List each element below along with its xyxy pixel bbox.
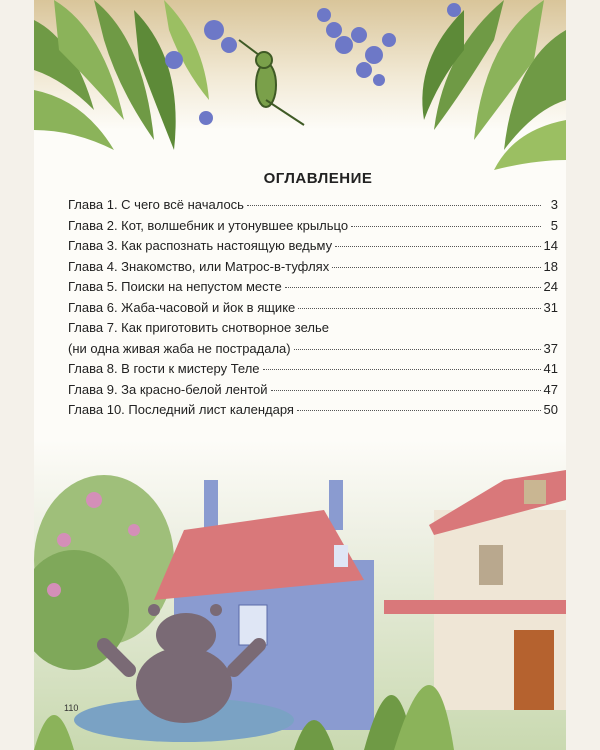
toc-entry[interactable] <box>68 318 558 339</box>
toc-entry-title: Глава 5. Поиски на непустом месте <box>68 279 282 294</box>
toc-leader-dots <box>297 410 541 411</box>
toc-entry-title: Глава 4. Знакомство, или Матрос-в-туфлях <box>68 258 330 274</box>
toc-entry-page: 47 <box>543 381 558 397</box>
toc-entry-title: Глава 7. Как приготовить снотворное зелье <box>68 320 330 335</box>
toc-entry-title: Глава 6. Жаба-часовой и йок в ящике <box>68 299 296 315</box>
toc-entry[interactable] <box>68 400 558 421</box>
toc-entry-page: 24 <box>543 279 558 294</box>
toc-entry-page: 37 <box>543 340 558 356</box>
toc-entry-title: (ни одна живая жаба не пострадала) <box>68 340 291 356</box>
toc-entry-title: Глава 9. За красно-белой лентой <box>68 381 268 397</box>
toc-entry-title: Глава 10. Последний лист календаря <box>68 402 294 417</box>
table-of-contents <box>68 170 558 421</box>
page-number: 110 <box>64 703 79 713</box>
toc-leader-dots <box>285 287 541 288</box>
toc-leader-dots <box>271 390 541 391</box>
toc-entry-title: Глава 2. Кот, волшебник и утонувшее крыльцо <box>68 217 349 233</box>
toc-entry[interactable] <box>68 216 558 237</box>
toc-entry-page: 3 <box>550 197 558 212</box>
toc-leader-dots <box>332 267 540 268</box>
toc-entry-title: Глава 3. Как распознать настоящую ведьму <box>68 238 333 253</box>
toc-entry[interactable] <box>68 236 558 257</box>
top-illustration <box>34 0 566 190</box>
toc-entry-title: Глава 8. В гости к мистеру Теле <box>68 361 260 376</box>
toc-entry[interactable] <box>68 380 558 401</box>
toc-entry-page: 50 <box>543 402 558 417</box>
toc-entry[interactable] <box>68 257 558 278</box>
toc-leader-dots <box>351 226 541 227</box>
toc-title: ОГЛАВЛЕНИЕ <box>263 170 373 187</box>
toc-leader-dots <box>335 246 540 247</box>
toc-entry-page: 31 <box>543 299 558 315</box>
bottom-illustration <box>34 440 566 750</box>
toc-entry-page: 18 <box>543 258 558 274</box>
toc-entry-continuation[interactable] <box>68 339 558 360</box>
toc-leader-dots <box>298 308 540 309</box>
toc-entry[interactable] <box>68 359 558 380</box>
toc-leader-dots <box>263 369 541 370</box>
toc-entry[interactable] <box>68 195 558 216</box>
toc-entry[interactable] <box>68 298 558 319</box>
book-page <box>34 0 566 750</box>
toc-entry-title: Глава 1. С чего всё началось <box>68 197 244 212</box>
toc-entry-page: 41 <box>543 361 558 376</box>
toc-entry-page: 14 <box>543 238 558 253</box>
toc-leader-dots <box>247 205 541 206</box>
toc-entry[interactable] <box>68 277 558 298</box>
toc-leader-dots <box>294 349 541 350</box>
toc-entry-page: 5 <box>550 217 558 233</box>
